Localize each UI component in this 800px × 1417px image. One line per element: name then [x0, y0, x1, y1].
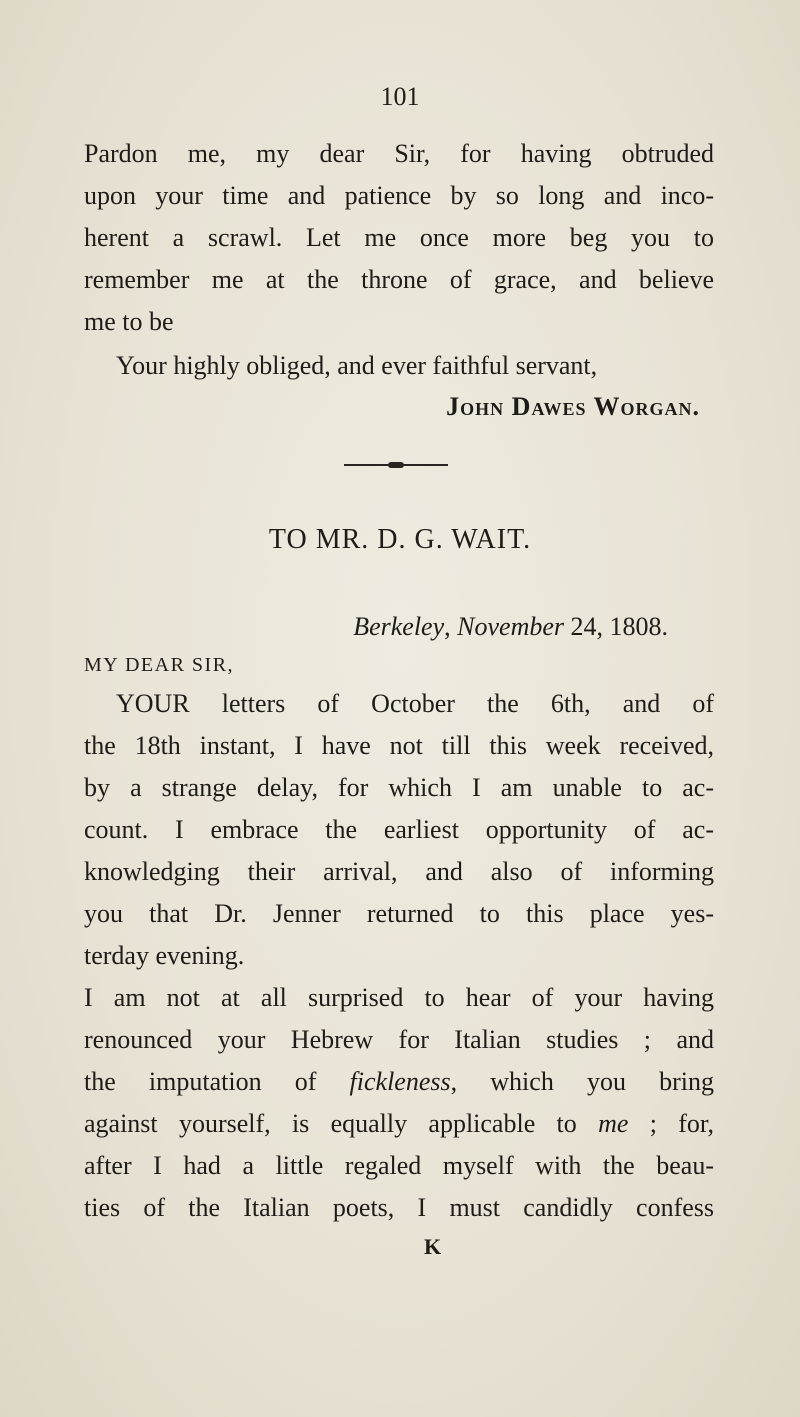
letter1-line-4: remember me at the throne of grace, and believe: [84, 265, 714, 294]
letter2-p1-line-7: terday evening.: [84, 941, 245, 970]
letter2-p2-line-6: ties of the Italian poets, I must candidly confess: [84, 1193, 714, 1222]
letter2-p1-line-3: by a strange delay, for which I am unable to ac-: [84, 773, 714, 802]
section-divider: [344, 464, 448, 466]
p2-l4-italic: me: [598, 1109, 629, 1138]
letter2-dateline: Berkeley, November 24, 1808.: [353, 612, 668, 641]
letter2-p1-line-2: the 18th instant, I have not till this week received,: [84, 731, 714, 760]
letter2-p2-line-4: [84, 1108, 714, 1140]
letter1-line-3: herent a scrawl. Let me once more beg you to: [84, 223, 714, 252]
letter1-signature: John Dawes Worgan.: [446, 392, 700, 421]
letter2-p2-line-3: [84, 1066, 714, 1098]
letter2-salutation: MY DEAR SIR,: [84, 654, 235, 676]
letter2-place: Berkeley: [353, 612, 445, 641]
catchword: K: [424, 1234, 442, 1259]
letter2-date-month: November: [457, 612, 564, 641]
letter1-closing: Your highly obliged, and ever faithful servant,: [116, 351, 598, 380]
letter2-date-rest: 24, 1808.: [564, 612, 668, 641]
letter2-heading: TO MR. D. G. WAIT.: [268, 524, 532, 555]
letter1-line-1: Pardon me, my dear Sir, for having obtruded: [84, 139, 714, 168]
p2-l4-post: ; for,: [628, 1109, 714, 1138]
letter2-p1-line-6: you that Dr. Jenner returned to this place yes-: [84, 899, 714, 928]
letter2-p1-line-1: YOUR letters of October the 6th, and of: [116, 689, 714, 718]
page-number: 101: [380, 82, 420, 111]
letter1-line-2: upon your time and patience by so long and inco-: [84, 181, 714, 210]
p2-l4-pre: against yourself, is equally applicable to: [84, 1109, 599, 1138]
letter2-p1-line-5: knowledging their arrival, and also of informing: [84, 857, 714, 886]
p2-l3-pre: the imputation of: [84, 1067, 350, 1096]
letter1-line-5: me to be: [84, 307, 174, 336]
letter2-p1-line-4: count. I embrace the earliest opportunity of ac-: [84, 815, 714, 844]
p2-l3-post: , which you bring: [450, 1067, 715, 1096]
p2-l3-italic: fickleness: [349, 1067, 451, 1096]
letter2-p2-line-5: after I had a little regaled myself with the beau-: [84, 1151, 714, 1180]
letter2-p2-line-2: renounced your Hebrew for Italian studies ; and: [84, 1025, 714, 1054]
letter2-p2-line-1: I am not at all surprised to hear of your having: [84, 983, 714, 1012]
